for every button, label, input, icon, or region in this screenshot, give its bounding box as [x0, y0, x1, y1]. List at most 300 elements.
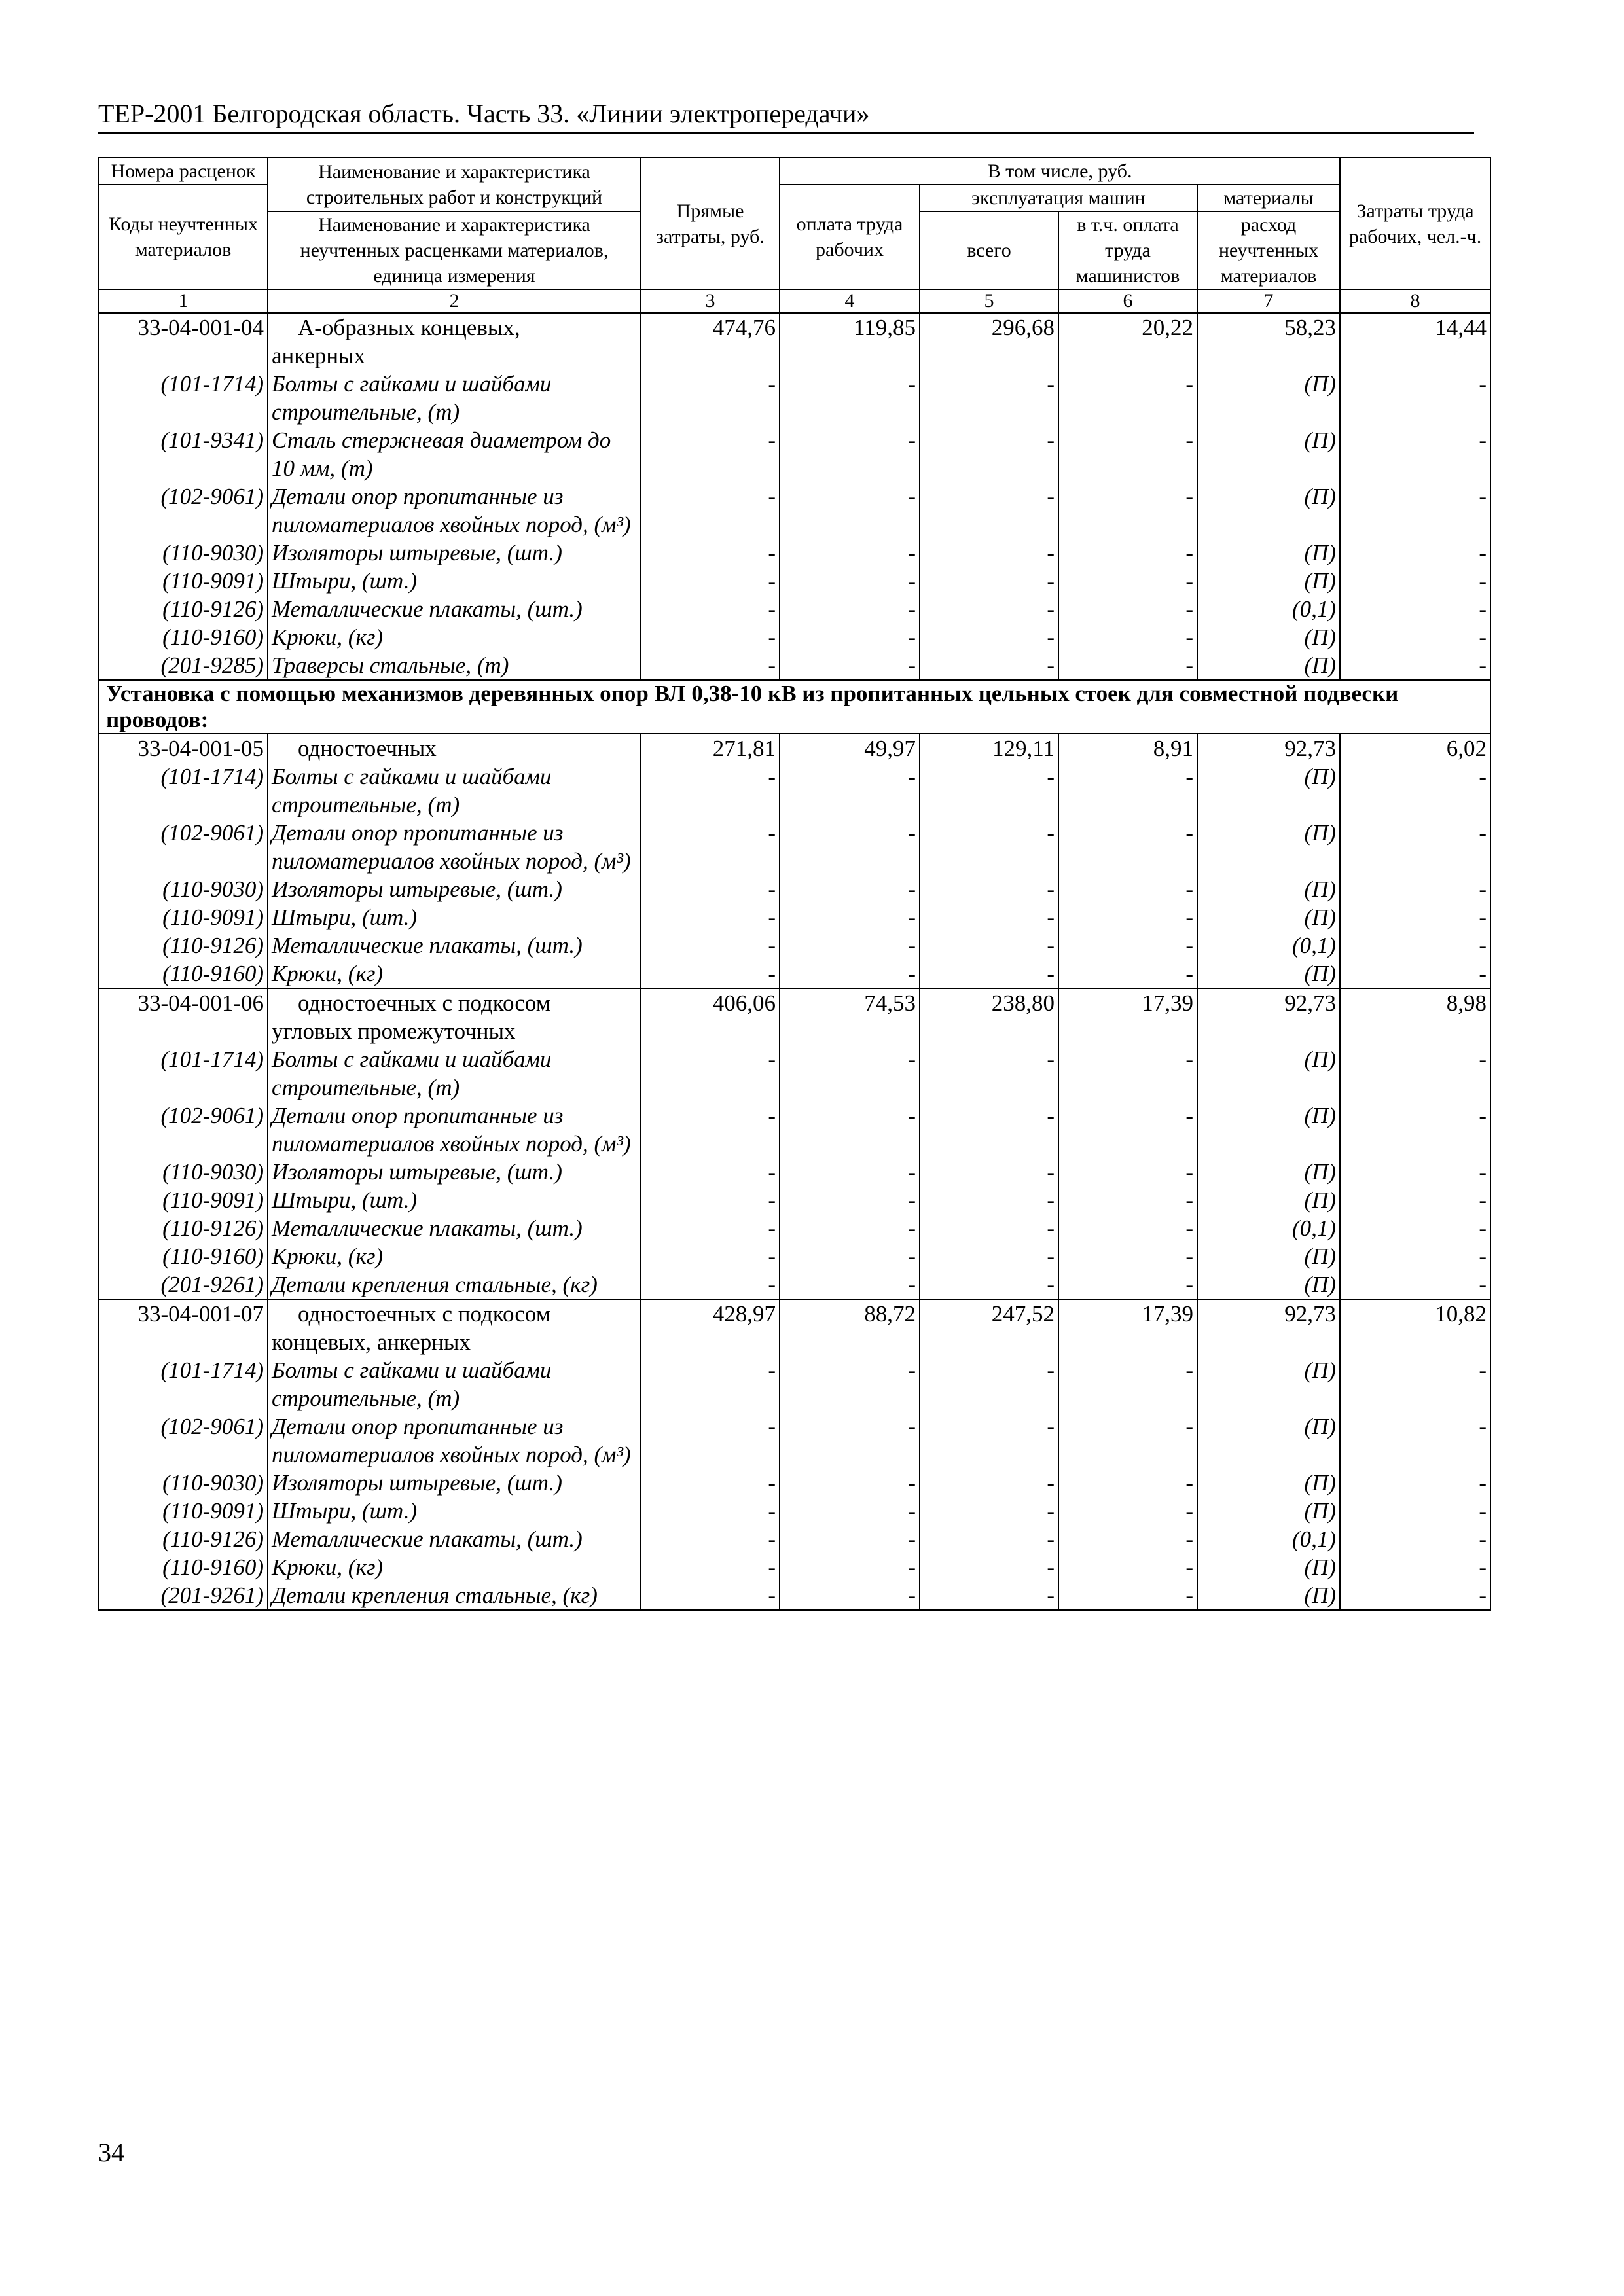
material-name: Болты с гайками и шайбами строительные, (т) [268, 1356, 641, 1412]
material-value: - [920, 1497, 1058, 1525]
material-value: - [920, 1045, 1058, 1102]
material-value: - [1058, 1525, 1197, 1553]
material-row [99, 819, 1490, 875]
material-value: (П) [1197, 426, 1340, 482]
material-name: Изоляторы штыревые, (шт.) [268, 1469, 641, 1497]
material-row [99, 1214, 1490, 1242]
material-value: - [920, 567, 1058, 595]
material-value: - [920, 1581, 1058, 1610]
material-value: - [1340, 567, 1490, 595]
material-value: - [1340, 623, 1490, 651]
material-row [99, 651, 1490, 680]
material-value: - [1058, 1102, 1197, 1158]
material-value: - [641, 370, 780, 426]
material-name: Металлические плакаты, (шт.) [268, 1214, 641, 1242]
material-value: - [780, 1158, 920, 1186]
material-value: - [1340, 539, 1490, 567]
material-code: (101-9341) [99, 426, 268, 482]
material-value: - [920, 1270, 1058, 1299]
material-value: - [920, 1412, 1058, 1469]
material-value: - [1058, 1553, 1197, 1581]
material-value: - [920, 539, 1058, 567]
rate-value: 88,72 [780, 1299, 920, 1356]
material-value: - [641, 762, 780, 819]
material-code: (110-9091) [99, 1497, 268, 1525]
material-code: (201-9261) [99, 1581, 268, 1610]
material-row [99, 595, 1490, 623]
material-value: - [641, 1214, 780, 1242]
material-value: - [641, 1525, 780, 1553]
material-value: - [641, 482, 780, 539]
material-value: - [1340, 1356, 1490, 1412]
material-row [99, 1186, 1490, 1214]
material-value: - [1340, 1525, 1490, 1553]
material-value: (П) [1197, 903, 1340, 931]
material-code: (110-9030) [99, 1158, 268, 1186]
material-value: - [780, 931, 920, 960]
material-row [99, 1553, 1490, 1581]
material-value: - [1058, 595, 1197, 623]
material-value: - [641, 903, 780, 931]
rate-value: 58,23 [1197, 313, 1340, 370]
header-material-codes: Коды неучтенных материалов [99, 185, 268, 289]
material-value: - [1340, 819, 1490, 875]
material-value: - [1340, 762, 1490, 819]
table-body [99, 313, 1490, 1610]
material-value: - [920, 426, 1058, 482]
material-value: - [920, 651, 1058, 680]
material-row [99, 1469, 1490, 1497]
material-value: - [1340, 903, 1490, 931]
material-name: Детали опор пропитанные из пиломатериалов хвойных пород, (м³) [268, 482, 641, 539]
material-value: - [1340, 1045, 1490, 1102]
header-machine-total: всего [920, 211, 1058, 289]
section-heading-row [99, 680, 1490, 734]
material-value: - [641, 539, 780, 567]
material-code: (110-9126) [99, 1214, 268, 1242]
material-value: (П) [1197, 1412, 1340, 1469]
column-number: 3 [641, 289, 780, 313]
material-value: - [780, 651, 920, 680]
material-value: - [1340, 1497, 1490, 1525]
material-row [99, 903, 1490, 931]
material-code: (201-9285) [99, 651, 268, 680]
rate-value: 129,11 [920, 734, 1058, 762]
material-value: - [1340, 1469, 1490, 1497]
material-value: (П) [1197, 819, 1340, 875]
material-value: - [1058, 370, 1197, 426]
material-value: - [1058, 651, 1197, 680]
rate-value: 296,68 [920, 313, 1058, 370]
material-value: - [641, 960, 780, 988]
material-row [99, 482, 1490, 539]
material-value: (0,1) [1197, 931, 1340, 960]
material-value: - [1058, 1158, 1197, 1186]
column-number: 4 [780, 289, 920, 313]
material-row [99, 623, 1490, 651]
column-number: 7 [1197, 289, 1340, 313]
material-code: (201-9261) [99, 1270, 268, 1299]
material-value: - [1058, 762, 1197, 819]
material-name: Траверсы стальные, (т) [268, 651, 641, 680]
material-name: Болты с гайками и шайбами строительные, (т) [268, 370, 641, 426]
material-value: - [1058, 1186, 1197, 1214]
material-value: - [920, 1186, 1058, 1214]
material-value: - [641, 1102, 780, 1158]
material-row [99, 370, 1490, 426]
material-value: - [780, 960, 920, 988]
material-value: - [780, 1356, 920, 1412]
rate-row [99, 734, 1490, 762]
material-name: Штыри, (шт.) [268, 1497, 641, 1525]
material-name: Детали крепления стальные, (кг) [268, 1581, 641, 1610]
material-code: (110-9030) [99, 1469, 268, 1497]
rate-value: 49,97 [780, 734, 920, 762]
material-value: (П) [1197, 1356, 1340, 1412]
material-value: - [1340, 1412, 1490, 1469]
column-numbers-row [99, 289, 1490, 313]
material-row [99, 1356, 1490, 1412]
header-machinist-pay: в т.ч. оплата труда машинистов [1058, 211, 1197, 289]
rate-name-continuation: анкерных [272, 343, 366, 368]
material-row [99, 1412, 1490, 1469]
material-name: Детали крепления стальные, (кг) [268, 1270, 641, 1299]
material-value: - [641, 567, 780, 595]
material-code: (110-9160) [99, 1553, 268, 1581]
material-name: Детали опор пропитанные из пиломатериалов хвойных пород, (м³) [268, 1412, 641, 1469]
material-code: (110-9160) [99, 623, 268, 651]
material-code: (102-9061) [99, 1102, 268, 1158]
material-value: - [641, 1270, 780, 1299]
material-value: - [1058, 1412, 1197, 1469]
material-name: Детали опор пропитанные из пиломатериалов хвойных пород, (м³) [268, 819, 641, 875]
material-value: (П) [1197, 875, 1340, 903]
rate-value: 10,82 [1340, 1299, 1490, 1356]
material-value: - [1058, 960, 1197, 988]
rate-row [99, 988, 1490, 1045]
material-value: (П) [1197, 1497, 1340, 1525]
rate-value: 92,73 [1197, 1299, 1340, 1356]
material-name: Болты с гайками и шайбами строительные, (т) [268, 762, 641, 819]
material-row [99, 1581, 1490, 1610]
rate-name-continuation: концевых, анкерных [272, 1329, 471, 1355]
material-name: Изоляторы штыревые, (шт.) [268, 1158, 641, 1186]
material-value: - [780, 567, 920, 595]
header-material-name: Наименование и характеристика неучтенных расценками материалов, единица измерения [268, 211, 641, 289]
material-value: - [920, 1102, 1058, 1158]
material-value: - [1340, 1553, 1490, 1581]
material-name: Изоляторы штыревые, (шт.) [268, 539, 641, 567]
material-value: - [780, 1242, 920, 1270]
material-value: - [641, 1553, 780, 1581]
material-value: - [641, 1497, 780, 1525]
rate-value: 92,73 [1197, 988, 1340, 1045]
material-value: - [1058, 482, 1197, 539]
material-value: (П) [1197, 1581, 1340, 1610]
material-value: (П) [1197, 762, 1340, 819]
material-value: - [780, 1412, 920, 1469]
rate-value: 8,98 [1340, 988, 1490, 1045]
material-value: - [780, 903, 920, 931]
material-value: - [1340, 1270, 1490, 1299]
material-value: - [1340, 1158, 1490, 1186]
material-value: - [780, 819, 920, 875]
material-value: - [1058, 1497, 1197, 1525]
rate-value: 406,06 [641, 988, 780, 1045]
material-value: - [1340, 482, 1490, 539]
material-value: - [920, 1525, 1058, 1553]
material-code: (102-9061) [99, 819, 268, 875]
material-value: - [1058, 1214, 1197, 1242]
material-value: - [641, 1158, 780, 1186]
material-value: - [780, 1186, 920, 1214]
material-value: - [641, 875, 780, 903]
rate-name-first-line: одностоечных с подкосом [298, 990, 550, 1016]
material-row [99, 1497, 1490, 1525]
material-value: - [780, 875, 920, 903]
header-work-name: Наименование и характеристика строительных работ и конструкций [268, 158, 641, 211]
section-heading: Установка с помощью механизмов деревянных опор ВЛ 0,38-10 кВ из пропитанных цельных стоек для совместной подвески проводов: [99, 680, 1490, 734]
material-value: - [1058, 1356, 1197, 1412]
page-number: 34 [98, 2138, 124, 2167]
rate-value: 428,97 [641, 1299, 780, 1356]
material-value: - [1058, 903, 1197, 931]
material-value: - [641, 1186, 780, 1214]
material-value: - [1058, 1581, 1197, 1610]
material-code: (110-9160) [99, 1242, 268, 1270]
material-value: - [1058, 931, 1197, 960]
material-value: - [920, 623, 1058, 651]
material-value: - [920, 1242, 1058, 1270]
material-value: - [641, 651, 780, 680]
material-code: (110-9126) [99, 1525, 268, 1553]
rate-value: 92,73 [1197, 734, 1340, 762]
material-name: Крюки, (кг) [268, 1553, 641, 1581]
material-value: - [780, 1214, 920, 1242]
material-value: - [1058, 875, 1197, 903]
rate-value: 8,91 [1058, 734, 1197, 762]
material-value: - [1340, 651, 1490, 680]
material-value: - [641, 426, 780, 482]
material-value: - [920, 1356, 1058, 1412]
column-number: 6 [1058, 289, 1197, 313]
material-value: (0,1) [1197, 595, 1340, 623]
material-code: (110-9030) [99, 875, 268, 903]
material-name: Сталь стержневая диаметром до 10 мм, (т) [268, 426, 641, 482]
material-value: - [1058, 426, 1197, 482]
material-code: (102-9061) [99, 482, 268, 539]
material-name: Детали опор пропитанные из пиломатериалов хвойных пород, (м³) [268, 1102, 641, 1158]
material-value: - [641, 1469, 780, 1497]
material-value: - [920, 370, 1058, 426]
material-value: - [1058, 539, 1197, 567]
rate-value: 6,02 [1340, 734, 1490, 762]
material-value: - [920, 1158, 1058, 1186]
rate-value: 119,85 [780, 313, 920, 370]
column-number: 2 [268, 289, 641, 313]
material-name: Болты с гайками и шайбами строительные, (т) [268, 1045, 641, 1102]
material-value: - [641, 1356, 780, 1412]
material-value: - [1340, 1242, 1490, 1270]
column-number: 5 [920, 289, 1058, 313]
material-value: (П) [1197, 567, 1340, 595]
header-labor-costs: Затраты труда рабочих, чел.-ч. [1340, 158, 1490, 289]
material-value: - [780, 762, 920, 819]
material-value: - [1058, 1045, 1197, 1102]
material-value: - [1340, 595, 1490, 623]
material-name: Крюки, (кг) [268, 960, 641, 988]
material-value: - [920, 903, 1058, 931]
rate-name [268, 1299, 641, 1356]
material-value: - [1340, 1186, 1490, 1214]
material-value: - [920, 1214, 1058, 1242]
rate-name-first-line: одностоечных с подкосом [298, 1301, 550, 1327]
material-name: Штыри, (шт.) [268, 1186, 641, 1214]
rate-value: 14,44 [1340, 313, 1490, 370]
material-value: - [641, 1242, 780, 1270]
material-value: (0,1) [1197, 1214, 1340, 1242]
material-value: - [641, 1581, 780, 1610]
material-row [99, 1102, 1490, 1158]
page-header-title: ТЕР-2001 Белгородская область. Часть 33. «Линии электропередачи» [98, 98, 1474, 134]
material-value: - [780, 1469, 920, 1497]
material-value: - [641, 1412, 780, 1469]
material-row [99, 762, 1490, 819]
material-row [99, 931, 1490, 960]
material-row [99, 960, 1490, 988]
material-value: - [780, 539, 920, 567]
rate-value: 271,81 [641, 734, 780, 762]
rate-value: 74,53 [780, 988, 920, 1045]
header-worker-pay: оплата труда рабочих [780, 185, 920, 289]
rate-name [268, 988, 641, 1045]
rate-value: 474,76 [641, 313, 780, 370]
header-direct-costs: Прямые затраты, руб. [641, 158, 780, 289]
material-code: (101-1714) [99, 1356, 268, 1412]
material-value: - [920, 819, 1058, 875]
material-value: - [920, 1553, 1058, 1581]
header-including: В том числе, руб. [780, 158, 1340, 185]
material-row [99, 539, 1490, 567]
material-name: Штыри, (шт.) [268, 567, 641, 595]
material-value: - [780, 595, 920, 623]
material-name: Крюки, (кг) [268, 623, 641, 651]
material-name: Металлические плакаты, (шт.) [268, 931, 641, 960]
material-value: - [1058, 623, 1197, 651]
material-value: - [780, 623, 920, 651]
material-value: - [1340, 875, 1490, 903]
rate-value: 20,22 [1058, 313, 1197, 370]
material-value: (П) [1197, 370, 1340, 426]
rate-name [268, 734, 641, 762]
material-value: - [641, 595, 780, 623]
material-code: (110-9030) [99, 539, 268, 567]
material-value: - [920, 762, 1058, 819]
material-value: - [1340, 426, 1490, 482]
rate-name-first-line: одностоечных [298, 736, 437, 761]
material-row [99, 1242, 1490, 1270]
material-value: - [1340, 1214, 1490, 1242]
material-value: - [641, 623, 780, 651]
rate-value: 17,39 [1058, 988, 1197, 1045]
material-value: - [780, 1581, 920, 1610]
header-machine-operation: эксплуатация машин [920, 185, 1197, 211]
rate-value: 247,52 [920, 1299, 1058, 1356]
material-value: - [920, 931, 1058, 960]
rate-code: 33-04-001-06 [99, 988, 268, 1045]
material-value: - [1340, 931, 1490, 960]
material-code: (101-1714) [99, 1045, 268, 1102]
material-code: (110-9126) [99, 595, 268, 623]
material-code: (101-1714) [99, 762, 268, 819]
material-code: (101-1714) [99, 370, 268, 426]
material-value: - [780, 1525, 920, 1553]
material-value: - [920, 875, 1058, 903]
material-row [99, 1045, 1490, 1102]
material-value: - [1340, 1581, 1490, 1610]
material-value: - [780, 482, 920, 539]
material-value: (П) [1197, 1102, 1340, 1158]
material-value: - [641, 819, 780, 875]
rate-row [99, 313, 1490, 370]
material-value: - [1340, 1102, 1490, 1158]
material-name: Крюки, (кг) [268, 1242, 641, 1270]
material-row [99, 1158, 1490, 1186]
material-value: (П) [1197, 1553, 1340, 1581]
material-value: - [780, 1497, 920, 1525]
rates-table [98, 157, 1491, 1611]
material-name: Металлические плакаты, (шт.) [268, 1525, 641, 1553]
material-value: - [920, 595, 1058, 623]
material-row [99, 567, 1490, 595]
rate-value: 17,39 [1058, 1299, 1197, 1356]
rate-code: 33-04-001-04 [99, 313, 268, 370]
material-row [99, 426, 1490, 482]
material-value: (0,1) [1197, 1525, 1340, 1553]
material-value: - [780, 1102, 920, 1158]
material-code: (110-9091) [99, 567, 268, 595]
material-code: (110-9160) [99, 960, 268, 988]
material-name: Металлические плакаты, (шт.) [268, 595, 641, 623]
material-value: - [780, 1553, 920, 1581]
rate-name-first-line: А-образных концевых, [298, 315, 520, 340]
material-name: Изоляторы штыревые, (шт.) [268, 875, 641, 903]
material-value: - [780, 426, 920, 482]
material-value: - [641, 1045, 780, 1102]
material-value: (П) [1197, 482, 1340, 539]
header-materials: материалы [1197, 185, 1340, 211]
material-value: - [780, 370, 920, 426]
material-value: (П) [1197, 539, 1340, 567]
material-row [99, 1270, 1490, 1299]
material-row [99, 875, 1490, 903]
material-value: - [920, 482, 1058, 539]
material-value: (П) [1197, 651, 1340, 680]
material-value: (П) [1197, 1045, 1340, 1102]
material-value: - [1058, 567, 1197, 595]
material-value: - [1058, 1270, 1197, 1299]
rate-code: 33-04-001-07 [99, 1299, 268, 1356]
material-code: (110-9126) [99, 931, 268, 960]
material-code: (110-9091) [99, 1186, 268, 1214]
header-rate-number: Номера расценок [99, 158, 268, 185]
material-value: (П) [1197, 1242, 1340, 1270]
material-code: (102-9061) [99, 1412, 268, 1469]
material-value: (П) [1197, 1469, 1340, 1497]
material-value: - [1340, 960, 1490, 988]
material-value: (П) [1197, 623, 1340, 651]
material-value: - [1340, 370, 1490, 426]
